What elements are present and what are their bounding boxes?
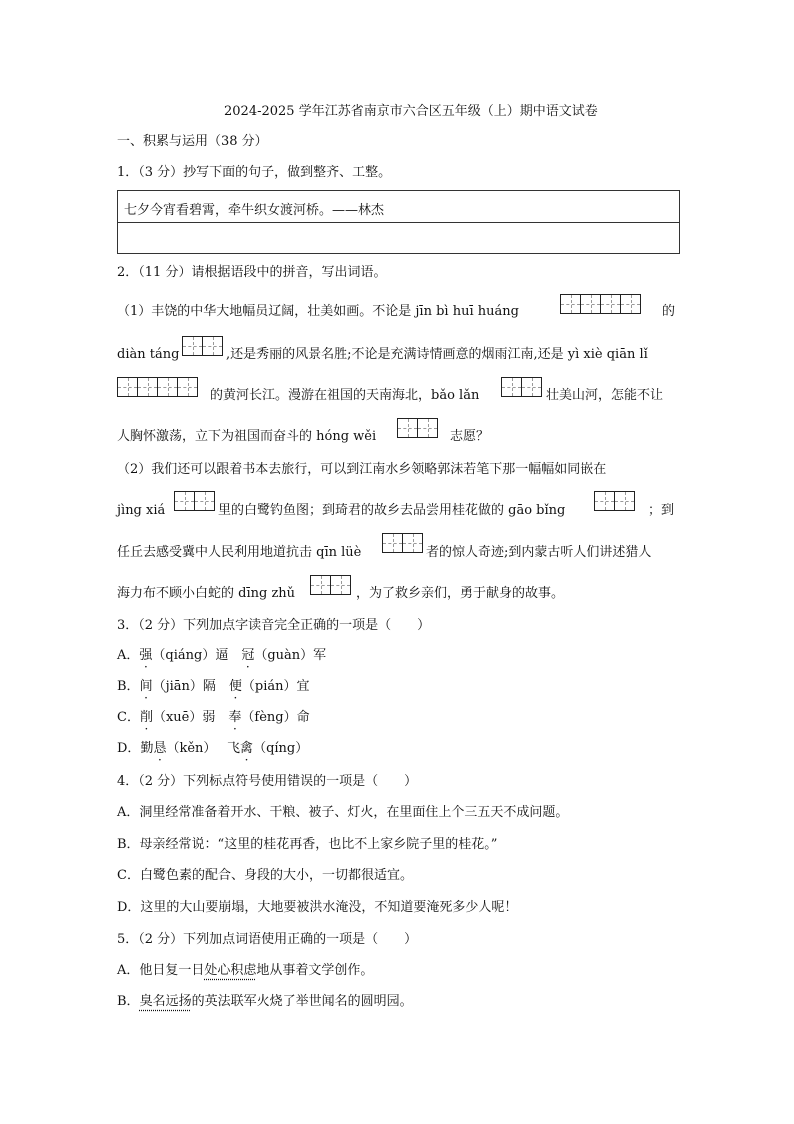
q2-p1-line4: 人胸怀激荡，立下为祖国而奋斗的 hóng wěi [117,429,377,444]
q1-stem: 1．（3 分）抄写下面的句子，做到整齐、工整。 [117,165,392,180]
q2-p2-line2: 里的白鹭钓鱼图；到琦君的故乡去品尝用桂花做的 gāo bǐng [218,503,566,518]
q5-stem: 5．（2 分）下列加点词语使用正确的一项是（ ） [117,932,418,947]
q4-option-d[interactable]: D．这里的大山要崩塌，大地要被洪水淹没，不知道要淹死多少人呢！ [117,900,518,915]
q4-stem: 4．（2 分）下列标点符号使用错误的一项是（ ） [117,774,418,789]
q3-option-a[interactable]: A．强（qiáng）逼 冠（guàn）军 [117,648,327,663]
q4-option-a[interactable]: A．洞里经常准备着开水、干粮、被子、灯火，在里面住上个三五天不成问题。 [117,805,569,820]
q2-p1-line3: 的黄河长江。漫游在祖国的天南海北，bǎo lǎn [210,388,480,403]
q2-p1-line2: ,还是秀丽的风景名胜;不论是充满诗情画意的烟雨江南,还是 yì xiè qiān lǐ [226,347,648,362]
answer-grid[interactable] [397,418,437,438]
answer-grid[interactable] [182,336,222,356]
copy-sentence: 七夕今宵看碧霄，牵牛织女渡河桥。——林杰 [124,203,385,218]
answer-grid[interactable] [501,377,541,397]
q2-p2-line1: （2）我们还可以跟着书本去旅行，可以到江南水乡领略郭沫若笔下那一幅幅如同嵌在 [117,462,607,477]
q2-p2-line3-end: 者的惊人奇迹;到内蒙古听人们讲述猎人 [426,545,652,560]
page-title: 2024-2025 学年江苏省南京市六合区五年级（上）期中语文试卷 [224,104,598,119]
answer-grid[interactable] [174,491,214,511]
q3-option-c[interactable]: C．削（xuē）弱 奉（fèng）命 [117,710,310,725]
q5-option-a[interactable]: A．他日复一日处心积虑地从事着文学创作。 [117,963,374,978]
q4-option-c[interactable]: C．白鹭色素的配合、身段的大小，一切都很适宜。 [117,868,413,883]
q3-option-d[interactable]: D．勤恳（kěn） 飞禽（qíng） [117,741,309,756]
q2-stem: 2．（11 分）请根据语段中的拼音，写出词语。 [117,265,387,280]
answer-grid[interactable] [560,294,640,314]
q2-p1-line4-end: 志愿？ [450,429,490,444]
answer-grid[interactable] [382,533,422,553]
q2-p1-line3-end: 壮美山河，怎能不让 [546,388,664,403]
q4-option-b[interactable]: B．母亲经常说：“这里的桂花再香，也比不上家乡院子里的桂花。” [117,837,498,852]
q3-option-b[interactable]: B．间（jiān）隔 便（pián）宜 [117,679,310,694]
copy-answer-row[interactable] [118,223,679,254]
copy-box [117,190,680,254]
answer-grid[interactable] [117,377,197,397]
answer-grid[interactable] [594,491,634,511]
section-heading: 一、积累与运用（38 分） [117,134,268,149]
answer-grid[interactable] [310,575,350,595]
q5-option-b[interactable]: B．臭名远扬的英法联军火烧了举世闻名的圆明园。 [117,994,413,1009]
q2-p2-line2-end: ；到 [648,503,675,518]
q2-p2-line4: 海力布不顾小白蛇的 dīng zhǔ [117,586,296,601]
copy-box-model-row [118,191,679,223]
q2-p2-line3: 任丘去感受冀中人民利用地道抗击 qīn lüè [117,545,362,560]
q2-p1-line1-end: 的 [662,304,676,319]
q2-p2-line2-pinyin: jìng xiá [117,503,166,518]
q2-p2-line4-end: ，为了救乡亲们，勇于献身的故事。 [356,586,565,601]
q3-stem: 3．（2 分）下列加点字读音完全正确的一项是（ ） [117,618,431,633]
q2-p1-line1: （1）丰饶的中华大地幅员辽阔，壮美如画。不论是 jīn bì huī huáng [117,304,519,319]
q2-p1-line2-pinyin: diàn táng [117,347,180,362]
